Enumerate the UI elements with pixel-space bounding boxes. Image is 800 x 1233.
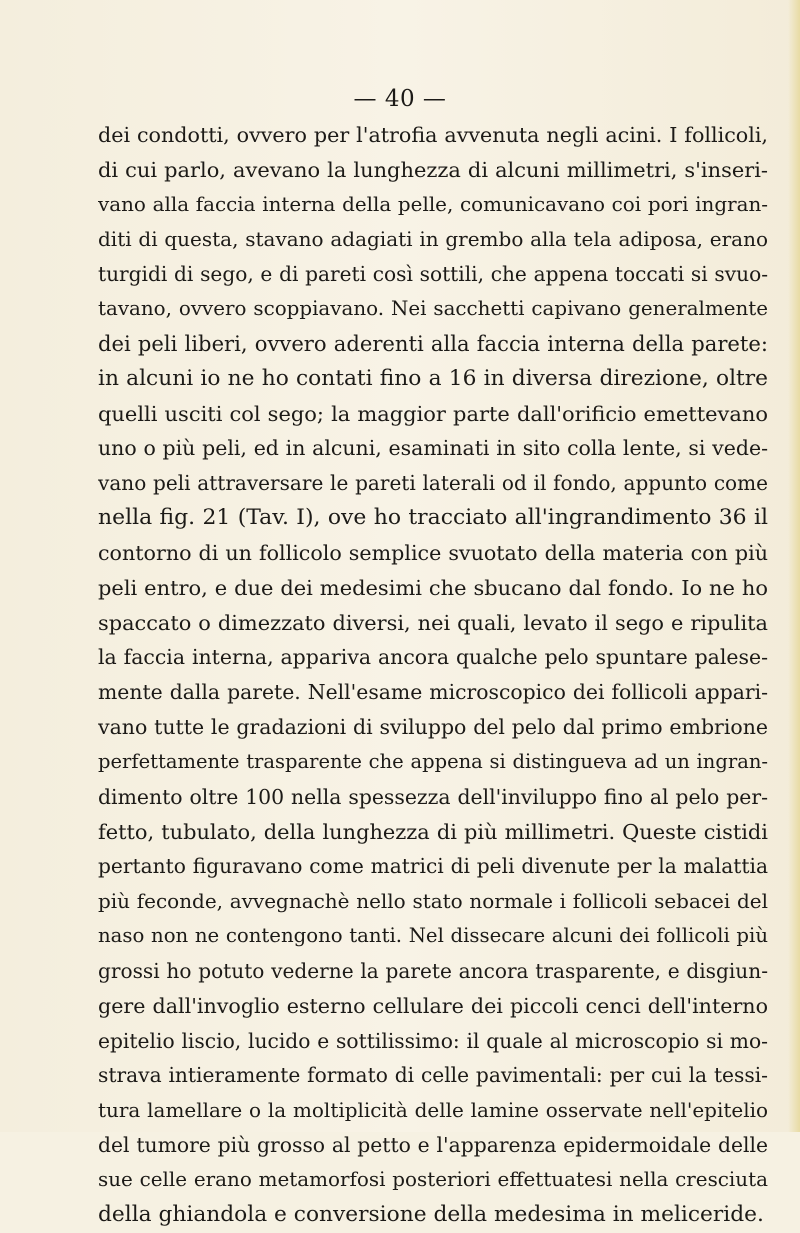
text-line: quelli usciti col sego; la maggior parte dall'orificio emettevano [98, 401, 768, 426]
text-line: peli entro, e due dei medesimi che sbucano dal fondo. Io ne ho [98, 575, 768, 600]
text-line: dimento oltre 100 nella spessezza dell'inviluppo fino al pelo per- [98, 784, 768, 809]
text-line: tavano, ovvero scoppiavano. Nei sacchetti capivano generalmente [98, 297, 768, 321]
text-line: grossi ho potuto vederne la parete ancora trasparente, e disgiun- [98, 958, 768, 983]
text-line: diti di questa, stavano adagiati in grembo alla tela adiposa, erano [98, 227, 768, 252]
text-line: gere dall'invoglio esterno cellulare dei piccoli cenci dell'interno [98, 993, 768, 1018]
text-line: tura lamellare o la moltiplicità delle lamine osservate nell'epitelio [98, 1098, 768, 1123]
text-line: epitelio liscio, lucido e sottilissimo: il quale al microscopio si mo- [98, 1028, 768, 1053]
text-line: mente dalla parete. Nell'esame microscopico dei follicoli appari- [98, 680, 768, 705]
text-line: di cui parlo, avevano la lunghezza di alcuni millimetri, s'inseri- [98, 157, 768, 182]
text-line: della ghiandola e conversione della medesima in meliceride. [98, 1201, 764, 1227]
text-line: contorno di un follicolo semplice svuotato della materia con più [98, 540, 768, 565]
page-number: — 40 — [353, 86, 447, 112]
text-line: perfettamente trasparente che appena si distingueva ad un ingran- [98, 749, 768, 773]
text-line: dei condotti, ovvero per l'atrofia avvenuta negli acini. I follicoli, [98, 123, 768, 147]
text-line: più feconde, avvegnachè nello stato normale i follicoli sebacei del [98, 889, 768, 914]
text-line: uno o più peli, ed in alcuni, esaminati in sito colla lente, si vede- [98, 436, 768, 461]
text-line: del tumore più grosso al petto e l'apparenza epidermoidale delle [98, 1133, 768, 1158]
text-line: dei peli liberi, ovvero aderenti alla faccia interna della parete: [98, 330, 768, 356]
text-line: nella fig. 21 (Tav. I), ove ho tracciato all'ingrandimento 36 il [98, 505, 768, 531]
text-line: vano tutte le gradazioni di sviluppo del pelo dal primo embrione [98, 715, 768, 740]
text-line: pertanto figuravano come matrici di peli divenute per la malattia [98, 854, 768, 879]
text-line: naso non ne contengono tanti. Nel dissecare alcuni dei follicoli più [98, 924, 768, 948]
text-line: vano alla faccia interna della pelle, comunicavano coi pori ingran- [98, 192, 768, 216]
text-line: turgidi di sego, e di pareti così sottili, che appena toccati si svuo- [98, 262, 768, 287]
text-line: strava intieramente formato di celle pavimentali: per cui la tessi- [98, 1063, 768, 1088]
body-text [98, 118, 768, 1233]
text-line: la faccia interna, appariva ancora qualche pelo spuntare palese- [98, 645, 768, 670]
text-line: vano peli attraversare le pareti laterali od il fondo, appunto come [98, 471, 768, 496]
text-line: sue celle erano metamorfosi posteriori effettuatesi nella cresciuta [98, 1167, 768, 1191]
text-line: fetto, tubulato, della lunghezza di più millimetri. Queste cistidi [98, 819, 768, 844]
text-line: spaccato o dimezzato diversi, nei quali, levato il sego e ripulita [98, 610, 768, 635]
page-edge [788, 0, 800, 1132]
text-line: in alcuni io ne ho contati fino a 16 in diversa direzione, oltre [98, 365, 768, 391]
